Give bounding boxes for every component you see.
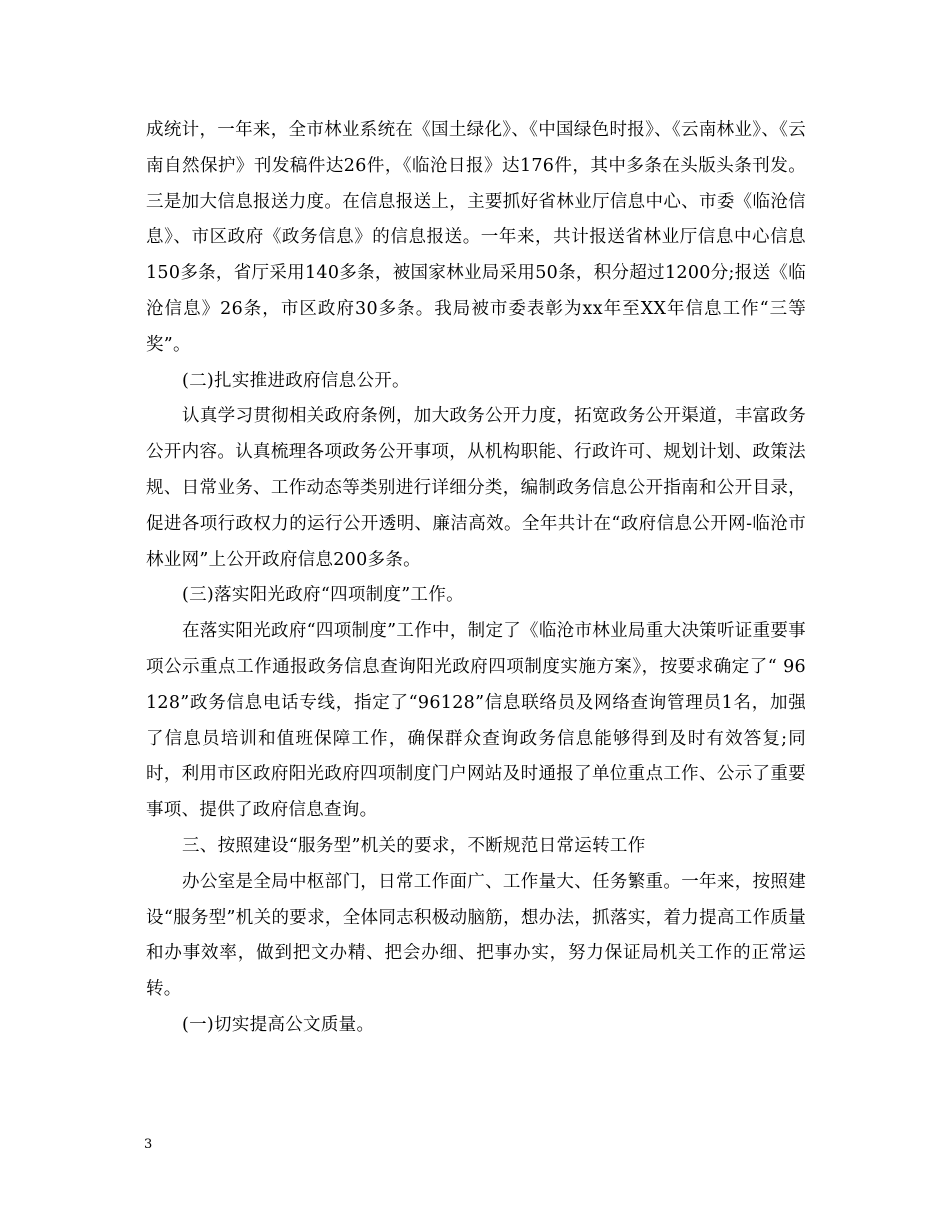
paragraph-heading-document-quality: (一)切实提高公文质量。	[182, 1014, 375, 1035]
paragraph-section-three-heading: 三、按照建设“服务型”机关的要求，不断规范日常运转工作	[182, 835, 646, 856]
paragraph-heading-four-systems: (三)落实阳光政府“四项制度”工作。	[182, 585, 464, 606]
paragraph-heading-gov-info-disclosure: (二)扎实推进政府信息公开。	[182, 370, 410, 391]
page-number: 3	[144, 1137, 153, 1152]
paragraph-four-systems-body: 在落实阳光政府“四项制度”工作中，制定了《临沧市林业局重大决策听证重要事项公示重点工作通报政务信息查询阳光政府四项制度实施方案》，按要求确定了“ 96128”政务信息电话专线，指定了“96128”信息联络员及网络查询管理员1名，加强了信息员培训和值班保障工作，确保群众查询政务信息能够得到及时有效答复;同时，利用市区政府阳光政府四项制度门户网站及时通报了单位重点工作、公示了重要事项、提供了政府信息查询。	[146, 621, 806, 821]
paragraph-continuation-statistics: 成统计，一年来，全市林业系统在《国土绿化》、《中国绿色时报》、《云南林业》、《云南自然保护》刊发稿件达26件，《临沧日报》达176件，其中多条在头版头条刊发。三是加大信息报送力度。在信息报送上，主要抓好省林业厅信息中心、市委《临沧信息》、市区政府《政务信息》的信息报送。一年来，共计报送省林业厅信息中心信息150多条，省厅采用140多条，被国家林业局采用50条，积分超过1200分;报送《临沧信息》26条，市区政府30多条。我局被市委表彰为xx年至XX年信息工作“三等奖”。	[146, 120, 806, 355]
paragraph-gov-info-disclosure-body: 认真学习贯彻相关政府条例，加大政务公开力度，拓宽政务公开渠道，丰富政务公开内容。认真梳理各项政务公开事项，从机构职能、行政许可、规划计划、政策法规、日常业务、工作动态等类别进行详细分类，编制政务信息公开指南和公开目录，促进各项行政权力的运行公开透明、廉洁高效。全年共计在“政府信息公开网-临沧市林业网”上公开政府信息200多条。	[146, 406, 806, 570]
paragraph-office-operations-body: 办公室是全局中枢部门，日常工作面广、工作量大、任务繁重。一年来，按照建设“服务型”机关的要求，全体同志积极动脑筋，想办法，抓落实，着力提高工作质量和办事效率，做到把文办精、把会办细、把事办实，努力保证局机关工作的正常运转。	[146, 871, 806, 1000]
document-body	[146, 113, 806, 1044]
